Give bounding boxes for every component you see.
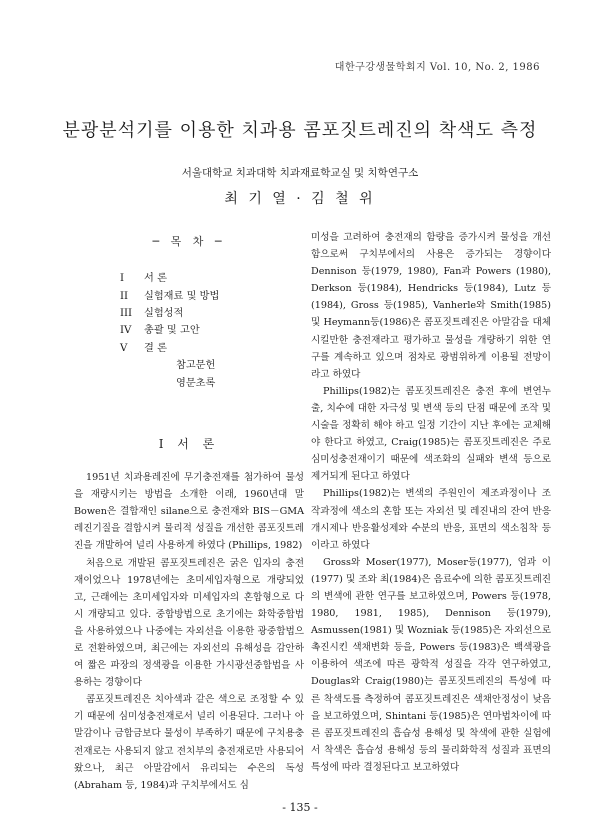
body-paragraph: Phillips(1982)는 변색의 주원인이 제조과정이나 조작과정에 색소의 혼합 또는 자외선 및 레진내의 잔여 반응개시제나 반응활성제와 수분의 반응, 표면의 색소침착 등이라고 하였다	[311, 488, 551, 551]
toc-references: 참고문헌	[176, 360, 216, 372]
section-heading: I 서 론	[158, 436, 220, 451]
toc-item: IV 총괄 및 고안	[120, 325, 200, 337]
body-paragraph: 1951년 치과용레진에 무기충전재를 첨가하여 물성을 재량시키는 방법을 소개한 이래, 1960년대 말 Bowen은 결합재인 silane으로 충전재와 BIS－GMA 레진기질을 결합시켜 물리적 성질을 개선한 콤포짓트레진을 개발하여 널리 사용하게 하였다 (Phillips, 1982)	[74, 472, 304, 552]
body-paragraph: 미성을 고려하여 충전재의 함량을 증가시켜 물성을 개선함으로써 구치부에서의 사용은 증가되는 경향이다 Dennison 등(1979, 1980), Fan과 Powers (1980), Derkson 등(1984), Hendricks 등(1984), Lutz 등(1984), Gross 등(1985), Vanherle와 Smith(1985) 및 Heymann등(1986)은 콤포짓트레진은 아말감을 대체시킬만한 충전재라고 평가하고 물성을 개량하기 위한 연구를 계속하고 있으며 점차로 광범위하게 이용될 전망이라고 하였다	[311, 232, 551, 380]
page-number: - 135 -	[282, 801, 318, 814]
journal-header: 대한구강생물학회지 Vol. 10, No. 2, 1986	[334, 62, 540, 73]
paper-title: 분광분석기를 이용한 치과용 콤포짓트레진의 착색도 측정	[62, 120, 538, 141]
toc-item: II 실험재료 및 방법	[120, 290, 220, 302]
toc-list	[74, 270, 304, 392]
right-column	[311, 229, 551, 776]
body-paragraph: Gross와 Moser(1977), Moser등(1977), 엄과 이(1977) 및 조와 최(1984)은 음료수에 의한 콤포짓트레진의 변색에 관한 연구를 보고하였으며, Powers 등(1978, 1980, 1981, 1985), Dennison 등(1979), Asmussen(1981) 및 Wozniak 등(1985)은 자외선으로 촉진시킨 색채변화 등을, Powers 등(1983)은 백색광을 이용하여 색조에 따른 광학적 성질을 각각 연구하였고, Douglas와 Craig(1980)는 콤포짓트레진의 특성에 따른 착색도를 측정하여 콤포짓트레진은 색채안정성이 낮음을 보고하였으며, Shintani 등(1985)은 연마법차이에 따른 콤포짓트레진의 흡습성 용해성 및 착색에 관한 실험에서 착색은 흡습성 용해성 등의 물리화학적 성질과 표면의 특성에 따라 결정된다고 보고하였다	[311, 556, 551, 773]
body-paragraph: 처음으로 개발된 콤포짓트레진은 굵은 입자의 충전재이었으나 1978년에는 초미세입자형으로 개량되었고, 근래에는 초미세입자와 미세입자의 혼합형으로 다시 개량되고 있다. 중합방법으로 초기에는 화학중합법을 사용하였으나 나중에는 자외선을 이용한 광중합법으로 전환하였으며, 최근에는 자외선의 유해성을 감안하여 짧은 파장의 정색광을 이용한 가시광선중합법을 사용하는 경향이다	[74, 557, 304, 689]
toc-item: I 서 론	[120, 273, 167, 285]
toc-abstract: 영문초록	[176, 377, 216, 389]
body-paragraph: 콤포짓트레진은 치아색과 같은 색으로 조정할 수 있기 때문에 심미성충전재로서 널리 이용된다. 그러나 아말감이나 금합금보다 물성이 부족하기 때문에 구치용충전재로는 사용되지 않고 전치부의 충전재로만 사용되어 왔으나, 최근 아말감에서 유리되는 수은의 독성(Abraham 등, 1984)과 구치부에서도 심	[74, 694, 304, 791]
affiliation: 서울대학교 치과대학 치과재료학교실 및 치학연구소	[181, 167, 419, 179]
toc-item: III 실험성적	[120, 307, 184, 319]
body-paragraph: Phillips(1982)는 콤포짓트레진은 충전 후에 변연누출, 치수에 대한 자극성 및 변색 등의 단점 때문에 조작 및 시술을 정확히 해야 하고 일정 기간이 지난 후에는 교체해야 한다고 하였고, Craig(1985)는 콤포짓트레진은 주로 심미성충전재이기 때문에 색조화의 실패와 변색 등으로 제거되게 된다고 하였다	[311, 385, 551, 483]
toc-heading: ─ 목 차 ─	[152, 235, 226, 248]
authors: 최 기 열 · 김 철 위	[224, 191, 376, 207]
toc-item: V 결 론	[120, 342, 167, 354]
left-column	[74, 229, 304, 794]
